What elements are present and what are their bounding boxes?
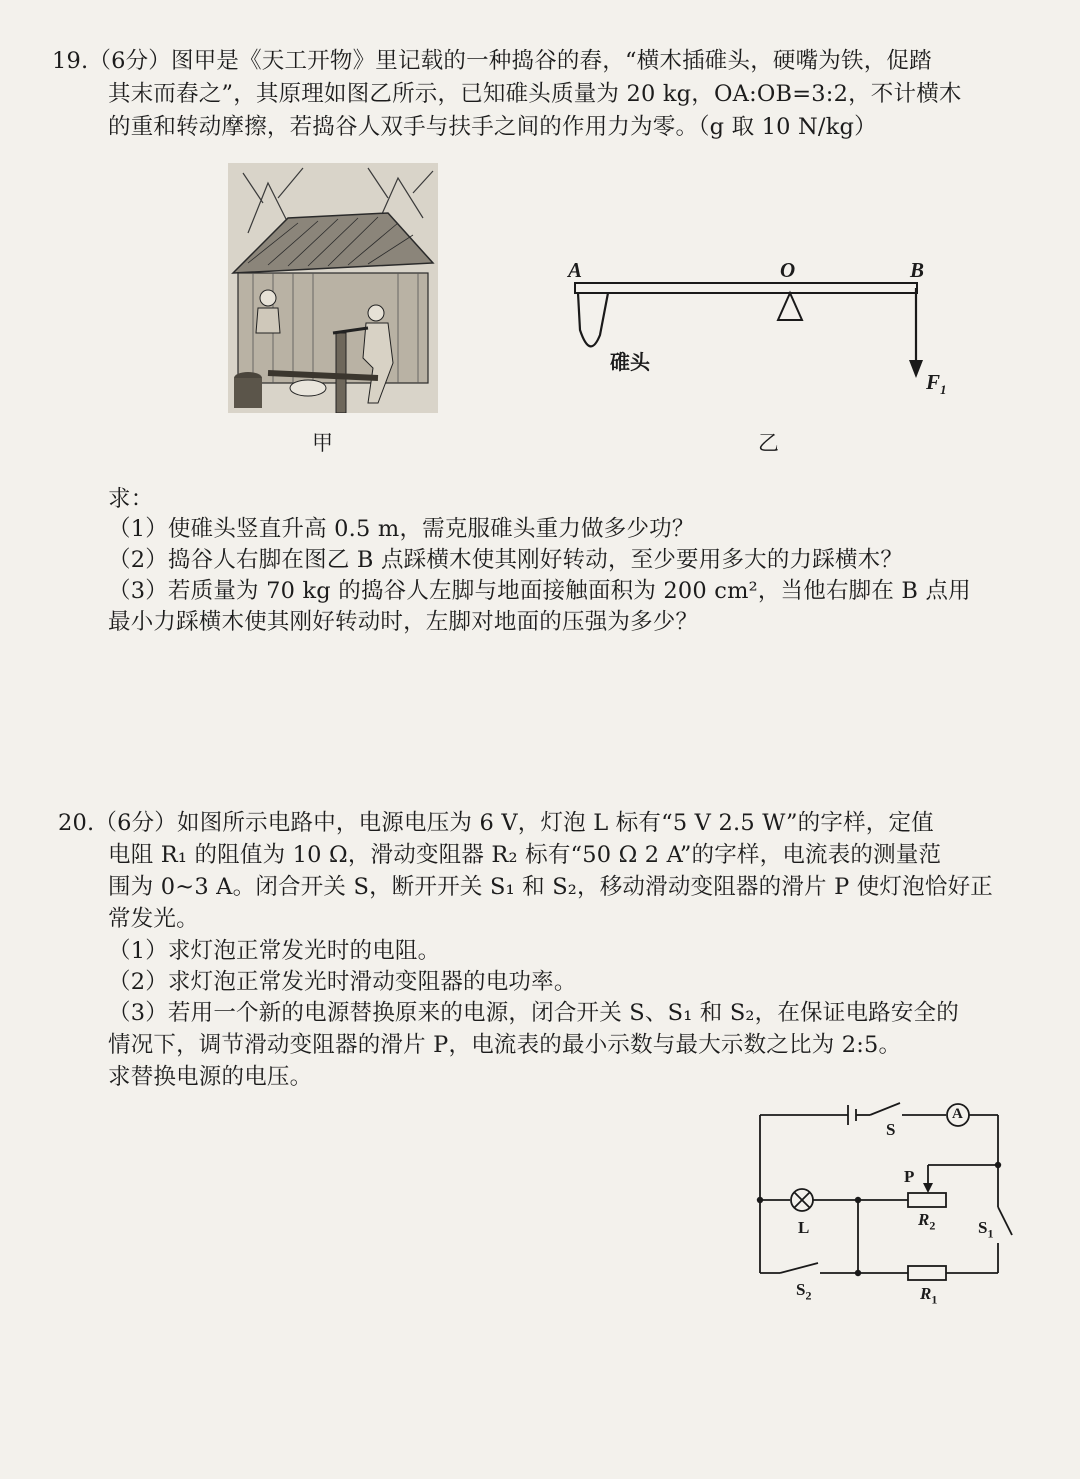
point-o-label: O: [780, 258, 796, 282]
q20-sub-2: （2）求灯泡正常发光时滑动变阻器的电功率。: [108, 969, 577, 995]
q20-line-2: 电阻 R₁ 的阻值为 10 Ω，滑动变阻器 R₂ 标有“50 Ω 2 A”的字样，电流表的测量范: [108, 842, 942, 868]
figure-yi-caption: 乙: [758, 431, 779, 455]
switch-s-label: S: [886, 1120, 896, 1139]
resistor-r1-label: $R_1$: [920, 1284, 938, 1307]
ammeter-label: A: [952, 1106, 963, 1122]
q20-line-1: 20.（6分）如图所示电路中，电源电压为 6 V，灯泡 L 标有“5 V 2.5 W”的字样，定值: [58, 810, 934, 836]
q20-sub-3c: 求替换电源的电压。: [108, 1064, 313, 1090]
force-f1-label: $F_1$: [926, 370, 947, 398]
pestle-head-label: 碓头: [610, 350, 650, 374]
q20-sub-1: （1）求灯泡正常发光时的电阻。: [108, 938, 441, 964]
q19-ask: 求：: [108, 486, 154, 512]
q19-sub-3a: （3）若质量为 70 kg 的捣谷人左脚与地面接触面积为 200 cm²，当他右脚在 B 点用: [108, 578, 971, 604]
q19-line-1: 19.（6分）图甲是《天工开物》里记载的一种捣谷的舂，“横木插碓头，硬嘴为铁，促踏: [52, 48, 932, 74]
q19-line-3: 的重和转动摩擦，若捣谷人双手与扶手之间的作用力为零。（g 取 10 N/kg）: [108, 114, 877, 140]
figure-jia-caption: 甲: [312, 431, 333, 455]
q19-line-2: 其末而舂之”，其原理如图乙所示，已知碓头质量为 20 kg，OA:OB=3:2，不计横木: [108, 81, 962, 107]
switch-s1-label: $S_1$: [978, 1218, 994, 1241]
q19-sub-2: （2）捣谷人右脚在图乙 B 点踩横木使其刚好转动，至少要用多大的力踩横木？: [108, 547, 904, 573]
q19-sub-1: （1）使碓头竖直升高 0.5 m，需克服碓头重力做多少功？: [108, 516, 695, 542]
q20-line-3: 围为 0~3 A。闭合开关 S，断开开关 S₁ 和 S₂，移动滑动变阻器的滑片 P 使灯泡恰好正: [108, 874, 993, 900]
rheostat-r2-label: $R_2$: [918, 1210, 936, 1233]
lamp-l-label: L: [798, 1218, 810, 1237]
lever-diagram: [560, 250, 960, 400]
q20-line-4: 常发光。: [108, 906, 199, 932]
rice-pounding-illustration: [228, 163, 438, 413]
switch-s2-label: $S_2$: [796, 1280, 812, 1303]
q20-sub-3b: 情况下，调节滑动变阻器的滑片 P，电流表的最小示数与最大示数之比为 2:5。: [108, 1032, 902, 1058]
point-a-label: A: [568, 258, 583, 282]
slider-p-label: P: [904, 1167, 915, 1186]
point-b-label: B: [910, 258, 925, 282]
q19-sub-3b: 最小力踩横木使其刚好转动时，左脚对地面的压强为多少？: [108, 609, 699, 635]
q20-sub-3a: （3）若用一个新的电源替换原来的电源，闭合开关 S、S₁ 和 S₂，在保证电路安全的: [108, 1000, 959, 1026]
